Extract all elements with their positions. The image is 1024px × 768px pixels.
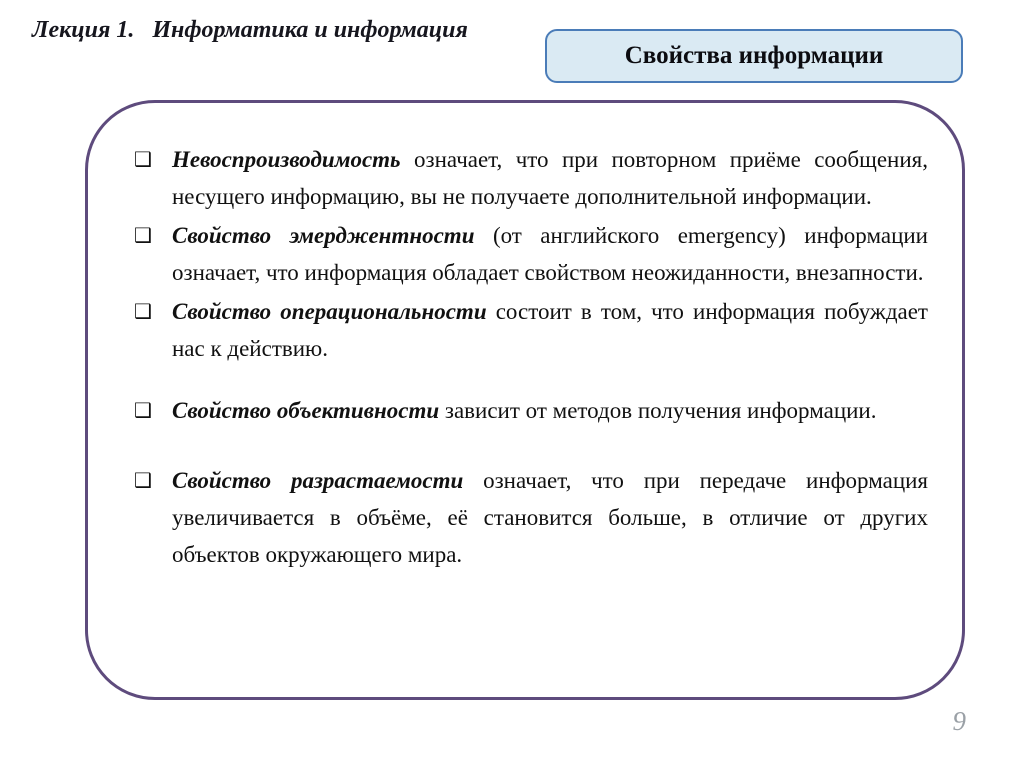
bullet-rest: зависит от методов получения информации. — [444, 398, 877, 423]
checkbox-bullet-icon: ❑ — [134, 468, 152, 492]
bullet-lead: Невоспроизводимость — [172, 147, 401, 172]
bullet-rest: (от английского emergency) информации означает, что информация обладает свойством неожиданности, внезапности. — [172, 223, 928, 285]
bullet-item — [134, 462, 928, 573]
bullet-text — [172, 217, 928, 291]
bullet-lead: Свойство объективности — [172, 398, 440, 423]
bullet-text — [172, 392, 928, 429]
bullet-text — [172, 141, 928, 215]
bullet-rest: состоит в том, что информация побуждает нас к действию. — [172, 299, 928, 361]
bullet-item — [134, 217, 928, 291]
slide-title: Лекция 1. Информатика и информация — [32, 17, 468, 43]
bullet-item — [134, 141, 928, 215]
content-panel — [85, 100, 965, 700]
checkbox-bullet-icon: ❑ — [134, 223, 152, 247]
checkbox-bullet-icon: ❑ — [134, 398, 152, 422]
bullet-lead: Свойство эмерджентности — [172, 223, 475, 248]
topic-box — [545, 29, 963, 83]
bullet-text — [172, 462, 928, 573]
topic-box-label: Свойства информации — [624, 42, 884, 69]
bullet-lead: Свойство разрастаемости — [172, 468, 464, 493]
bullet-text — [172, 293, 928, 367]
bullet-item — [134, 293, 928, 367]
bullet-lead: Свойство операциональности — [172, 299, 487, 324]
checkbox-bullet-icon: ❑ — [134, 147, 152, 171]
bullet-item — [134, 392, 928, 429]
checkbox-bullet-icon: ❑ — [134, 299, 152, 323]
bullet-rest: означает, что при повторном приёме сообщения, несущего информацию, вы не получаете дополнительной информации. — [172, 147, 928, 209]
page-number: 9 — [952, 706, 966, 736]
bullet-rest: означает, что при передаче информация увеличивается в объёме, её становится больше, в отличие от других объектов окружающего мира. — [172, 468, 929, 567]
